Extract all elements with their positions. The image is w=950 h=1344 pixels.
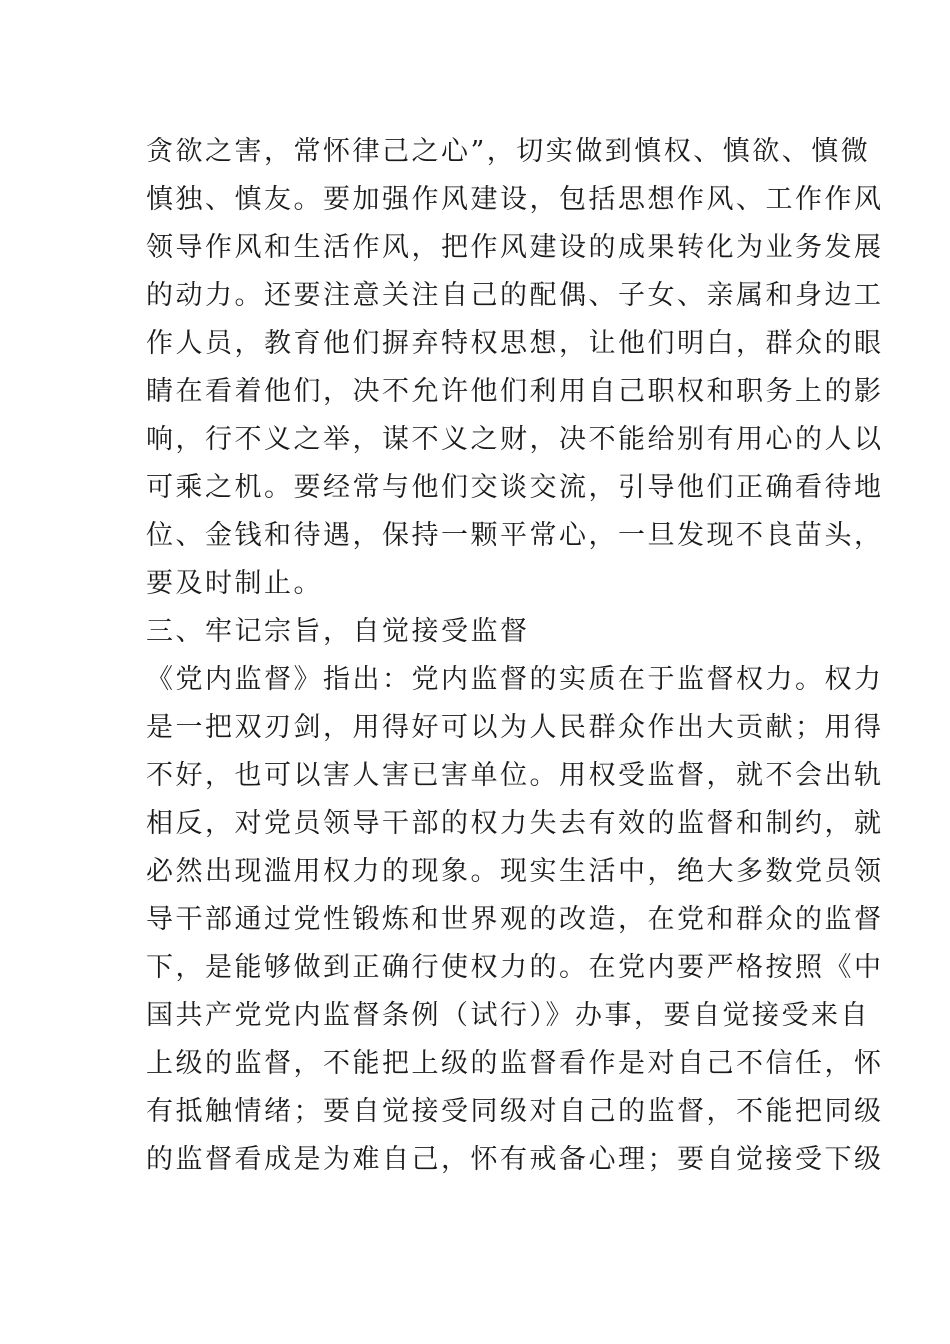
text-line: 不好，也可以害人害已害单位。用权受监督，就不会出轨 <box>146 760 884 791</box>
text-line: 有抵触情绪；要自觉接受同级对自己的监督，不能把同级 <box>146 1096 884 1127</box>
text-line: 导干部通过党性锻炼和世界观的改造，在党和群众的监督 <box>146 904 884 935</box>
text-line: 慎独、慎友。要加强作风建设，包括思想作风、工作作风 <box>146 184 884 215</box>
text-line: 睛在看着他们，决不允许他们利用自己职权和职务上的影 <box>146 376 884 407</box>
text-line: 领导作风和生活作风，把作风建设的成果转化为业务发展 <box>146 232 884 263</box>
text-line: 必然出现滥用权力的现象。现实生活中，绝大多数党员领 <box>146 856 884 887</box>
text-line: 是一把双刃剑，用得好可以为人民群众作出大贡献；用得 <box>146 712 884 743</box>
text-line: 相反，对党员领导干部的权力失去有效的监督和制约，就 <box>146 808 884 839</box>
text-line: 位、金钱和待遇，保持一颗平常心，一旦发现不良苗头， <box>146 520 884 551</box>
text-line: 可乘之机。要经常与他们交谈交流，引导他们正确看待地 <box>146 472 884 503</box>
text-line: 的动力。还要注意关注自己的配偶、子女、亲属和身边工 <box>146 280 884 311</box>
text-line: 作人员，教育他们摒弃特权思想，让他们明白，群众的眼 <box>146 328 884 359</box>
text-line: 上级的监督，不能把上级的监督看作是对自己不信任，怀 <box>146 1048 884 1079</box>
section-heading: 三、牢记宗旨，自觉接受监督 <box>146 616 530 647</box>
body-text <box>146 128 884 1184</box>
text-line: 贪欲之害，常怀律己之心”，切实做到慎权、慎欲、慎微 <box>146 136 871 167</box>
text-line: 的监督看成是为难自己，怀有戒备心理；要自觉接受下级 <box>146 1144 884 1175</box>
text-line: 国共产党党内监督条例（试行）》办事，要自觉接受来自 <box>146 1000 870 1031</box>
text-line: 响，行不义之举，谋不义之财，决不能给别有用心的人以 <box>146 424 884 455</box>
text-line: 下，是能够做到正确行使权力的。在党内要严格按照《中 <box>146 952 884 983</box>
text-line: 要及时制止。 <box>146 568 323 599</box>
text-line: 《党内监督》指出：党内监督的实质在于监督权力。权力 <box>146 664 884 695</box>
